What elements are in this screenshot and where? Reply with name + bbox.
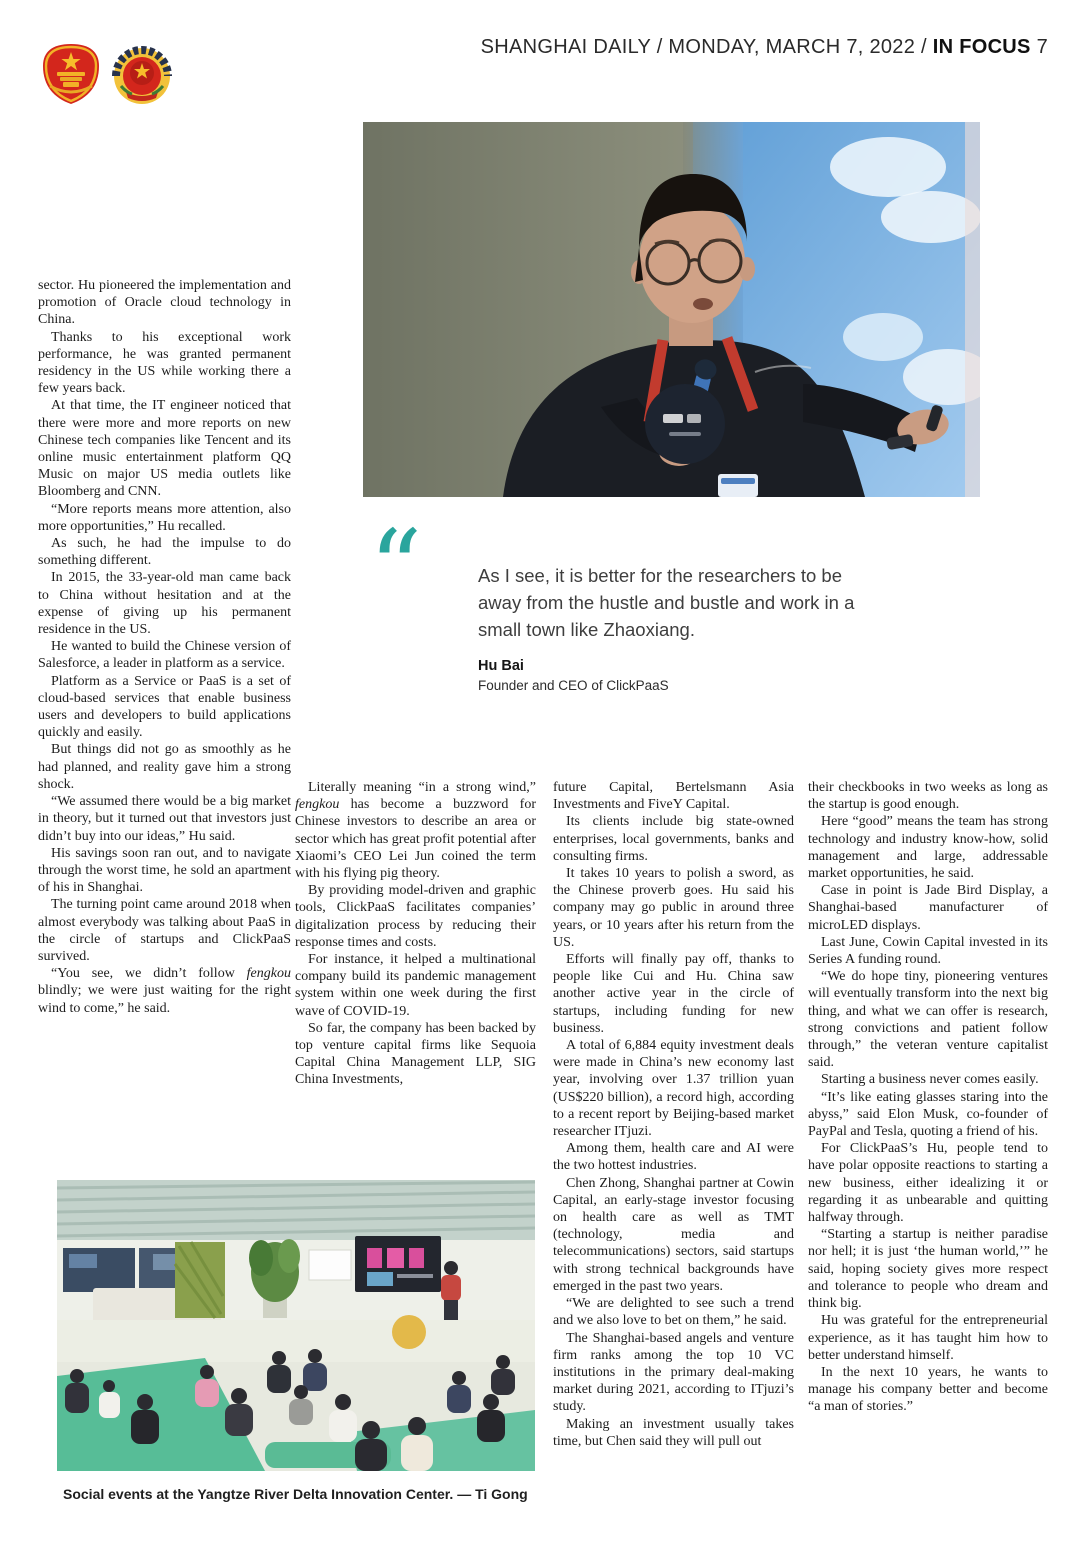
pull-quote bbox=[363, 507, 993, 732]
yellow-pouf bbox=[392, 1315, 426, 1349]
article-paragraph: His savings soon ran out, and to navigate through the worst time, he sold an apartment of his in Shanghai. bbox=[38, 845, 291, 896]
article-paragraph: Efforts will finally pay off, thanks to people like Cui and Hu. China saw another active year in the circle of startups, including funding for new business. bbox=[553, 952, 794, 1036]
article-paragraph: Hu was grateful for the entrepreneurial experience, as it has taught him how to better understand himself. bbox=[808, 1313, 1048, 1363]
china-national-emblem-icon bbox=[40, 42, 102, 106]
article-paragraph: For instance, it helped a multinational company build its pandemic management system within one week during the first wave of COVID-19. bbox=[295, 952, 536, 1019]
whiteboard bbox=[309, 1250, 351, 1280]
cppcc-emblem-icon bbox=[112, 46, 172, 106]
masthead-date: SHANGHAI DAILY / MONDAY, MARCH 7, 2022 / bbox=[480, 36, 933, 58]
article-paragraph: future Capital, Bertelsmann Asia Investments and FiveY Capital. bbox=[553, 780, 794, 813]
article-paragraph: “We do hope tiny, pioneering ventures will eventually transform into the next big thing, and what we can offer is research, strong convictions and patient follow through,” the veteran venture capitalist said. bbox=[808, 969, 1048, 1071]
bottom-photo-social-event bbox=[57, 1180, 535, 1471]
article-paragraph: Thanks to his exceptional work performance, he was granted permanent residency in the US while working there a few years back. bbox=[38, 329, 291, 397]
article-paragraph: Literally meaning “in a strong wind,” fengkou has become a buzzword for Chinese investors to describe an area or sector which has great profit potential after Xiaomi’s CEO Lei Jun coined the term with his flying pig theory. bbox=[295, 780, 537, 882]
pull-quote-author-title: Founder and CEO of ClickPaaS bbox=[478, 678, 669, 693]
article-paragraph: “We are delighted to see such a trend and we also love to bet on them,” he said. bbox=[553, 1296, 794, 1329]
article-paragraph: As such, he had the impulse to do something different. bbox=[38, 536, 291, 569]
article-paragraph: Chen Zhong, Shanghai partner at Cowin Capital, an early-stage investor focusing on health care as well as TMT (technology, media and telecommunications) sectors, said startups with strong technical backgrounds have emerged in the past two years. bbox=[553, 1175, 794, 1294]
article-paragraph: Among them, health care and AI were the two hottest industries. bbox=[553, 1141, 794, 1174]
quote-mark-icon: “ bbox=[369, 507, 423, 629]
article-paragraph: The Shanghai-based angels and venture firm ranks among the top 10 VC institutions in the primary deal-making market during 2021, according to ITjuzi’s study. bbox=[553, 1330, 794, 1415]
article-paragraph: “It’s like eating glasses staring into the abyss,” said Elon Musk, co-founder of PayPal and Tesla, quoting a friend of his. bbox=[808, 1089, 1048, 1140]
article-paragraph: He wanted to build the Chinese version of Salesforce, a leader in platform as a service. bbox=[38, 639, 291, 672]
article-paragraph: The turning point came around 2018 when almost everybody was talking about PaaS in the circle of startups and ClickPaaS survived. bbox=[38, 897, 291, 964]
article-paragraph: At that time, the IT engineer noticed that there were more and more reports on new Chinese tech companies like Tencent and its online music entertainment platform QQ Music on major US media outlets like Bloomberg and CNN. bbox=[38, 398, 291, 500]
article-paragraph: Platform as a Service or PaaS is a set of cloud-based services that enable business users and developers to build applications quickly and easily. bbox=[38, 673, 291, 741]
article-paragraph: But things did not go as smoothly as he had planned, and reality gave him a strong shock. bbox=[38, 742, 291, 792]
article-column-3 bbox=[553, 779, 794, 1519]
article-paragraph: Its clients include big state-owned enterprises, local governments, banks and consulting firms. bbox=[553, 814, 794, 864]
article-column-2 bbox=[295, 779, 536, 1145]
article-paragraph: “We assumed there would be a big market in theory, but it turned out that investors just didn’t buy into our ideas,” Hu said. bbox=[38, 794, 291, 844]
article-paragraph: In 2015, the 33-year-old man came back to China without hesitation and at the expense of giving up his permanent residence in the US. bbox=[38, 570, 291, 638]
article-paragraph: “Starting a startup is neither paradise nor hell; it is just ‘the human world,’” he said, hoping society gives more respect and tolerance to people who dream and think big. bbox=[808, 1227, 1048, 1312]
article-paragraph: So far, the company has been backed by top venture capital firms like Sequoia Capital China Management LLP, SIG China Investments, bbox=[295, 1020, 536, 1088]
article-paragraph: Last June, Cowin Capital invested in its Series A funding round. bbox=[808, 934, 1048, 968]
article-paragraph: In the next 10 years, he wants to manage his company better and become “a man of stories.” bbox=[808, 1364, 1048, 1415]
article-column-1 bbox=[38, 277, 291, 1139]
article-paragraph: “You see, we didn’t follow fengkou blindly; we were just waiting for the right wind to come,” he said. bbox=[38, 966, 291, 1016]
main-photo-illustration bbox=[363, 122, 980, 497]
article-paragraph: Here “good” means the team has strong technology and industry know-how, solid management and large, addressable market opportunities, he said. bbox=[808, 814, 1048, 882]
pull-quote-text: As I see, it is better for the researchers to be away from the hustle and bustle and work in a small town like Zhaoxiang. bbox=[478, 565, 855, 640]
article-paragraph: “More reports means more attention, also more opportunities,” Hu recalled. bbox=[38, 501, 291, 534]
round-badge bbox=[645, 384, 725, 464]
article-paragraph: sector. Hu pioneered the implementation and promotion of Oracle cloud technology in China. bbox=[38, 278, 291, 328]
article-paragraph: By providing model-driven and graphic tools, ClickPaaS facilitates companies’ digitalization process by reducing their response times and costs. bbox=[295, 883, 536, 950]
bottom-photo-illustration bbox=[57, 1180, 535, 1471]
article-paragraph: For ClickPaaS’s Hu, people tend to have polar opposite reactions to starting a new business, either idealizing it or regarding it as unbearable and quitting halfway through. bbox=[808, 1141, 1048, 1226]
article-paragraph: It takes 10 years to polish a sword, as the Chinese proverb goes. Hu said his company may go public in around three years, or 10 years after his return from the US. bbox=[553, 866, 794, 950]
pull-quote-author: Hu Bai bbox=[478, 658, 524, 674]
masthead-section: IN FOCUS bbox=[932, 36, 1031, 58]
badge-card bbox=[718, 474, 758, 497]
masthead bbox=[481, 36, 1048, 59]
article-column-4 bbox=[808, 779, 1048, 1519]
presentation-tv bbox=[355, 1236, 441, 1292]
article-paragraph: A total of 6,884 equity investment deals were made in China’s new economy last year, involving over 1.37 trillion yuan (US$220 billion), a record high, according to a recent report by Beijing-based market researcher ITjuzi. bbox=[553, 1038, 794, 1140]
article-paragraph: Making an investment usually takes time, but Chen said they will pull out bbox=[553, 1416, 794, 1449]
main-photo-speaker bbox=[363, 122, 980, 497]
bottom-photo-caption: Social events at the Yangtze River Delta Innovation Center. — Ti Gong bbox=[63, 1486, 528, 1502]
article-paragraph: Case in point is Jade Bird Display, a Shanghai-based manufacturer of microLED displays. bbox=[808, 883, 1048, 933]
masthead-page-number: 7 bbox=[1036, 36, 1048, 58]
article-paragraph: Starting a business never comes easily. bbox=[821, 1072, 1039, 1088]
article-paragraph: their checkbooks in two weeks as long as the startup is good enough. bbox=[808, 780, 1048, 813]
